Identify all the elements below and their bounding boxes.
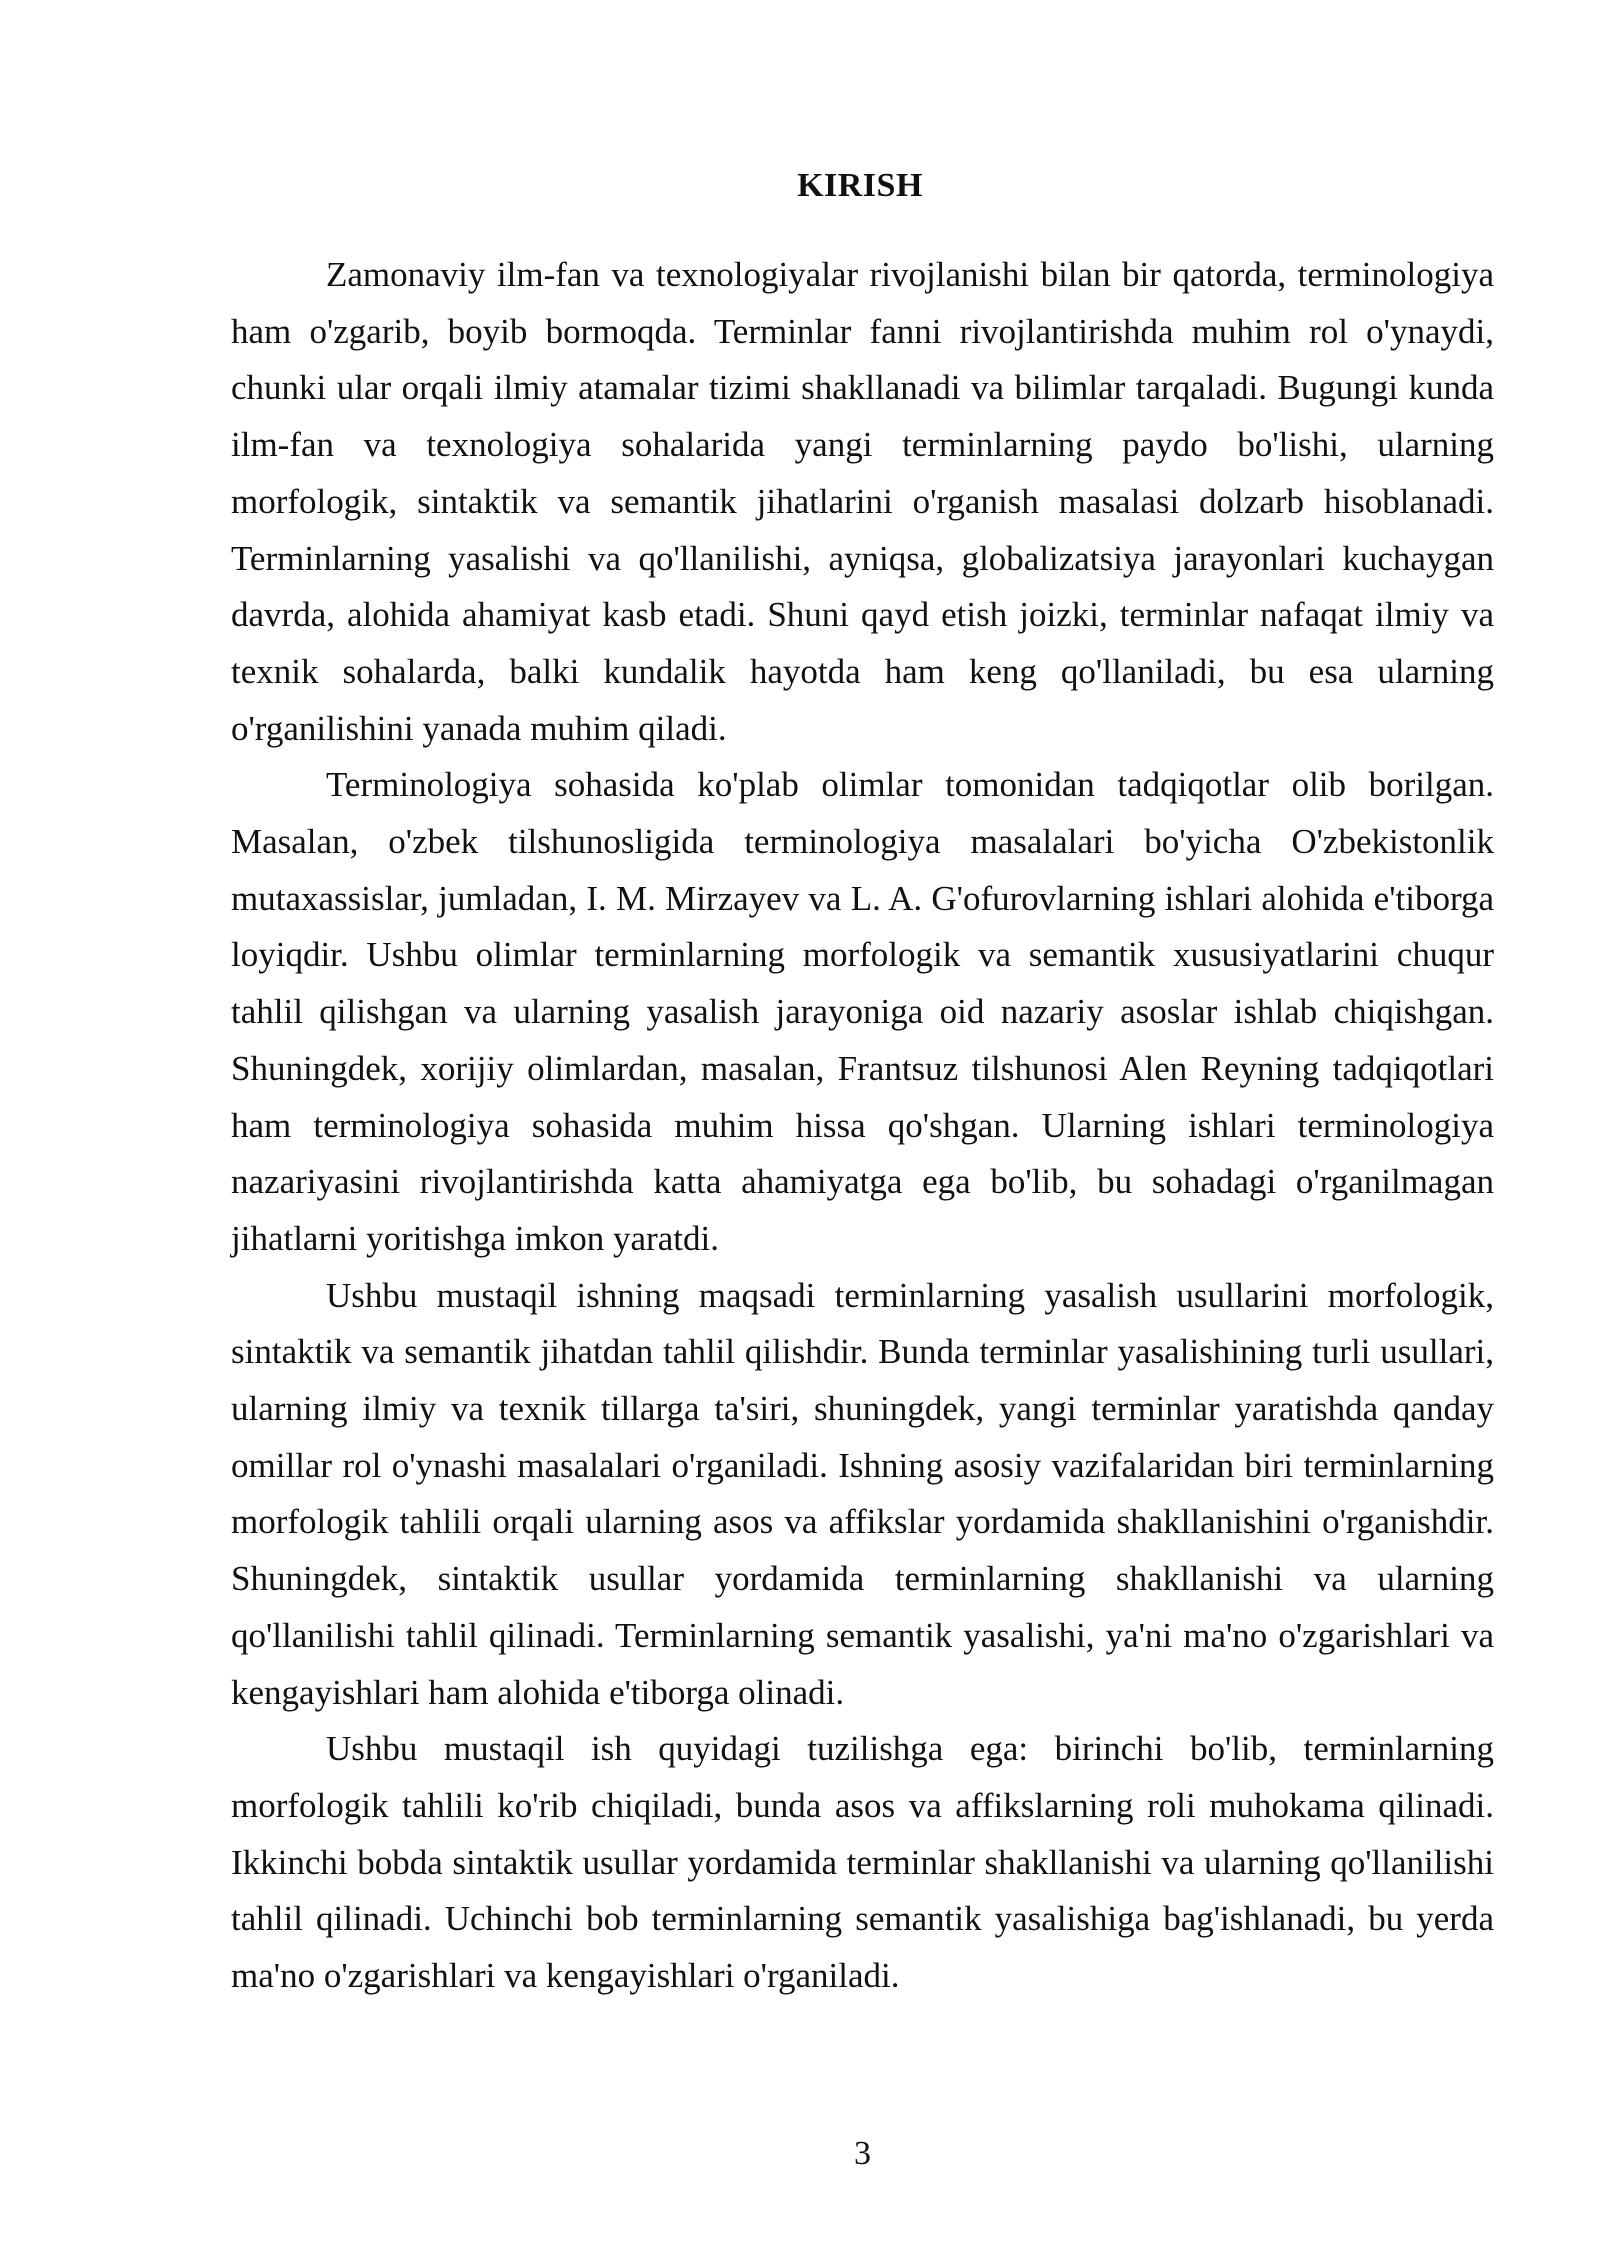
paragraph-4: Ushbu mustaqil ish quyidagi tuzilishga ega: birinchi bo'lib, terminlarning morfologik tahlili ko'rib chiqiladi, bunda asos va affikslarning roli muhokama qilinadi. Ikkinchi bobda sintaktik usullar yordamida terminlar shakllanishi va ularning qo'llanilishi tahlil qilinadi. Uchinchi bob terminlarning semantik yasalishiga bag'ishlanadi, bu yerda ma'no o'zgarishlari va kengayishlari o'rganiladi.	[231, 1729, 1494, 1996]
paragraph-2: Terminologiya sohasida ko'plab olimlar tomonidan tadqiqotlar olib borilgan. Masalan, o'zbek tilshunosligida terminologiya masalalari bo'yicha O'zbekistonlik mutaxassislar, jumladan, I. M. Mirzayev va L. A. G'ofurovlarning ishlari alohida e'tiborga loyiqdir. Ushbu olimlar terminlarning morfologik va semantik xususiyatlarini chuqur tahlil qilishgan va ularning yasalish jarayoniga oid nazariy asoslar ishlab chiqishgan. Shuningdek, xorijiy olimlardan, masalan, Frantsuz tilshunosi Alen Reyning tadqiqotlari ham terminologiya sohasida muhim hissa qo'shgan. Ularning ishlari terminologiya nazariyasini rivojlantirishda katta ahamiyatga ega bo'lib, bu sohadagi o'rganilmagan jihatlarni yoritishga imkon yaratdi.	[231, 765, 1494, 1258]
paragraph-1: Zamonaviy ilm-fan va texnologiyalar rivojlanishi bilan bir qatorda, terminologiya ham o'zgarib, boyib bormoqda. Terminlar fanni rivojlantirishda muhim rol o'ynaydi, chunki ular orqali ilmiy atamalar tizimi shakllanadi va bilimlar tarqaladi. Bugungi kunda ilm-fan va texnologiya sohalarida yangi terminlarning paydo bo'lishi, ularning morfologik, sintaktik va semantik jihatlarini o'rganish masalasi dolzarb hisoblanadi. Terminlarning yasalishi va qo'llanilishi, ayniqsa, globalizatsiya jarayonlari kuchaygan davrda, alohida ahamiyat kasb etadi. Shuni qayd etish joizki, terminlar nafaqat ilmiy va texnik sohalarda, balki kundalik hayotda ham keng qo'llaniladi, bu esa ularning o'rganilishini yanada muhim qiladi.	[231, 255, 1494, 748]
body-text	[231, 247, 1494, 2005]
section-title: KIRISH	[797, 167, 923, 204]
paragraph-3: Ushbu mustaqil ishning maqsadi terminlarning yasalish usullarini morfologik, sintaktik va semantik jihatdan tahlil qilishdir. Bunda terminlar yasalishining turli usullari, ularning ilmiy va texnik tillarga ta'siri, shuningdek, yangi terminlar yaratishda qanday omillar rol o'ynashi masalalari o'rganiladi. Ishning asosiy vazifalaridan biri terminlarning morfologik tahlili orqali ularning asos va affikslar yordamida shakllanishini o'rganishdir. Shuningdek, sintaktik usullar yordamida terminlarning shakllanishi va ularning qo'llanilishi tahlil qilinadi. Terminlarning semantik yasalishi, ya'ni ma'no o'zgarishlari va kengayishlari ham alohida e'tiborga olinadi.	[231, 1275, 1494, 1712]
page-number: 3	[854, 2135, 871, 2172]
